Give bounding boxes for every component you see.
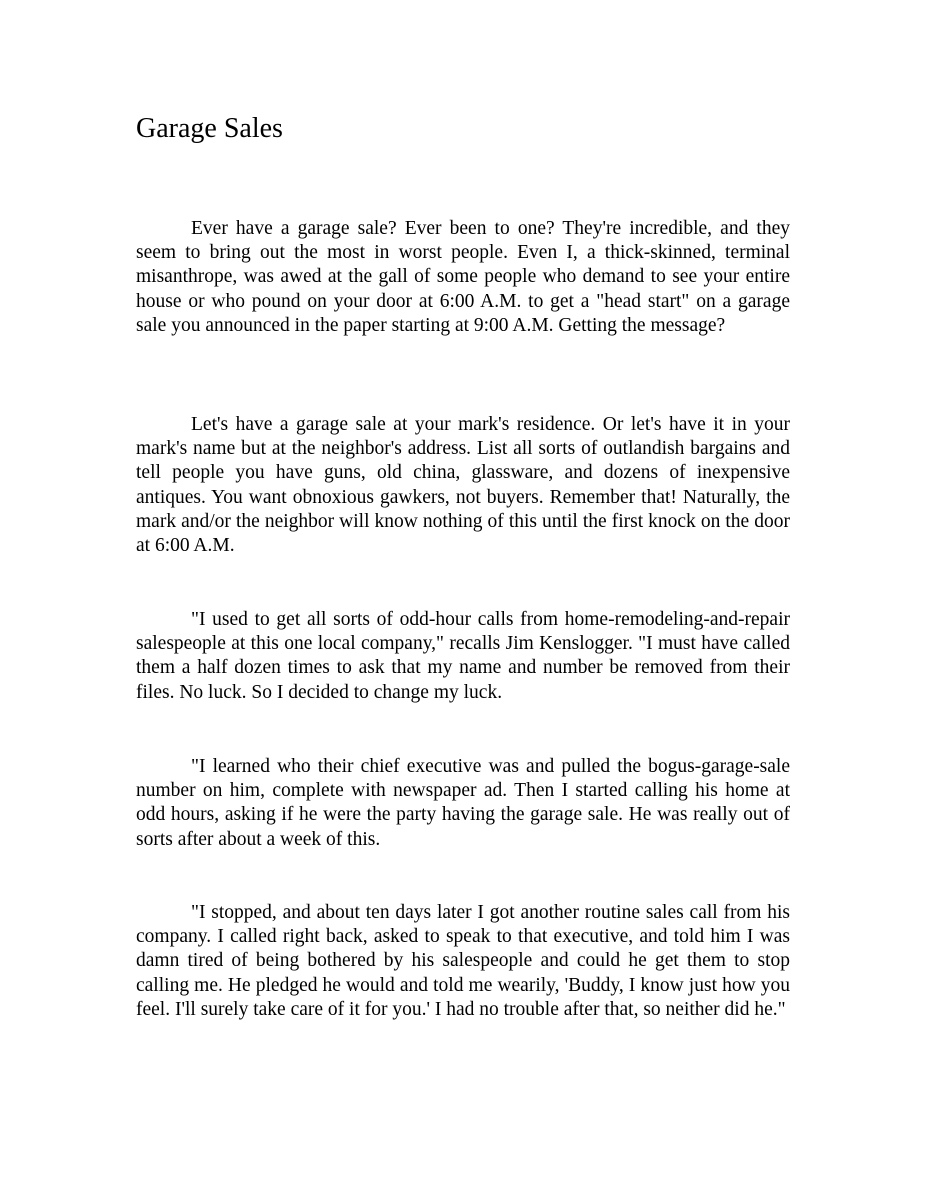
paragraph-5: "I stopped, and about ten days later I got another routine sales call from his company. I called right back, asked to speak to that executive, and told him I was damn tired of being bothered by his salespeople and could he get them to stop calling me. He pledged he would and told me wearily, 'Buddy, I know just how you feel. I'll surely take care of it for you.' I had no trouble after that, so neither did he." bbox=[136, 902, 790, 1020]
paragraph-4: "I learned who their chief executive was and pulled the bogus-garage-sale number on him, complete with newspaper ad. Then I started calling his home at odd hours, asking if he were the party having the garage sale. He was really out of sorts after about a week of this. bbox=[136, 756, 790, 850]
page-title: Garage Sales bbox=[136, 113, 283, 144]
paragraph-3: "I used to get all sorts of odd-hour calls from home-remodeling-and-repair salespeople at this one local company," recalls Jim Kenslogger. "I must have called them a half dozen times to ask that my name and number be removed from their files. No luck. So I decided to change my luck. bbox=[136, 609, 790, 703]
paragraph-1: Ever have a garage sale? Ever been to one? They're incredible, and they seem to bring out the most in worst people. Even I, a thick-skinned, terminal misanthrope, was awed at the gall of some people who demand to see your entire house or who pound on your door at 6:00 A.M. to get a "head start" on a garage sale you announced in the paper starting at 9:00 A.M. Getting the message? bbox=[136, 218, 790, 336]
paragraph-2: Let's have a garage sale at your mark's residence. Or let's have it in your mark's name but at the neighbor's address. List all sorts of outlandish bargains and tell people you have guns, old china, glassware, and dozens of inexpensive antiques. You want obnoxious gawkers, not buyers. Remember that! Naturally, the mark and/or the neighbor will know nothing of this until the first knock on the door at 6:00 A.M. bbox=[136, 414, 790, 557]
